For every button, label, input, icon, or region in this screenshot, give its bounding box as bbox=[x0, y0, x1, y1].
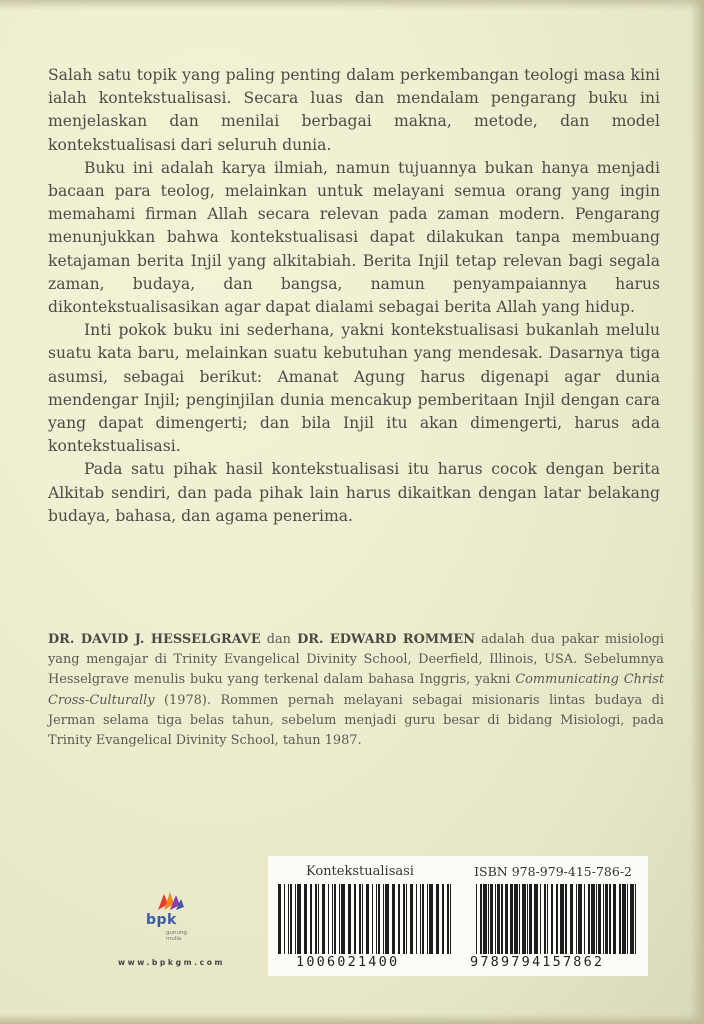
barcode-bar bbox=[591, 884, 595, 954]
barcode-bar bbox=[630, 884, 634, 954]
barcode-bar bbox=[304, 884, 307, 954]
barcode-bar bbox=[505, 884, 509, 954]
barcode-bar bbox=[410, 884, 413, 954]
publisher-website: www.bpkgm.com bbox=[118, 958, 226, 967]
barcode-bar bbox=[613, 884, 617, 954]
barcode-bar bbox=[334, 884, 335, 954]
synopsis-paragraph-1: Salah satu topik yang paling penting dalam perkembangan teologi masa kini ialah kontekstualisasi. Secara luas dan mendalam pengarang buku ini menjelaskan dan menilai berbagai makna, metode, dan model kontekstualisasi dari seluruh dunia. bbox=[48, 66, 660, 154]
barcode-bar bbox=[297, 884, 301, 954]
barcode-bar bbox=[480, 884, 482, 954]
barcode-bar bbox=[510, 884, 512, 954]
barcode-bar bbox=[619, 884, 621, 954]
barcode-isbn: ISBN 978-979-415-786-2 bbox=[474, 864, 632, 879]
barcode-bar bbox=[497, 884, 499, 954]
barcode-bar bbox=[366, 884, 369, 954]
bio-book-title: Communicating Christ Cross-Culturally bbox=[48, 672, 665, 708]
synopsis-paragraph-3: Inti pokok buku ini sederhana, yakni kontekstualisasi bukanlah melulu suatu kata baru, melainkan suatu kebutuhan yang mendesak. Dasarnya tiga asumsi, sebagai berikut: Amanat Agung harus digenapi agar dunia mendengar Injil; penginjilan dunia mencakup pemberitaan Injil dengan cara yang dapat dimengerti; dan bila Injil itu akan dimengerti, harus ada kontekstualisasi. bbox=[48, 321, 660, 456]
barcode-bar bbox=[556, 884, 558, 954]
barcode-book-title: Kontekstualisasi bbox=[306, 864, 414, 879]
bio-text-2: (1978). Rommen pernah melayani sebagai misionaris lintas budaya di Jerman selama tiga belas tahun, sebelum menjadi guru besar di bidang Misiologi, pada Trinity Evangelical Divinity School, tahun 1987. bbox=[48, 692, 664, 749]
barcode-bar bbox=[547, 884, 548, 954]
synopsis-paragraph-2: Buku ini adalah karya ilmiah, namun tujuannya bukan hanya menjadi bacaan para teolog, melainkan untuk melayani semua orang yang ingin memahami firman Allah secara relevan pada zaman modern. Pengarang menunjukkan bahwa kontekstualisasi dapat dilakukan tanpa membuang ketajaman berita Injil yang alkitabiah. Berita Injil tetap relevan bagi segala zaman, budaya, dan bangsa, namun penyampaiannya harus dikontekstualisasikan agar dapat dialami sebagai berita Allah yang hidup. bbox=[48, 158, 660, 317]
barcode-bar bbox=[310, 884, 313, 954]
barcode-bar bbox=[332, 884, 333, 954]
barcode-bar bbox=[598, 884, 600, 954]
barcode-bar bbox=[519, 884, 520, 954]
barcode-bar bbox=[527, 884, 528, 954]
barcode-bar bbox=[328, 884, 329, 954]
barcode-bar bbox=[284, 884, 285, 954]
barcode-panel bbox=[268, 856, 648, 976]
barcode-bar bbox=[450, 884, 451, 954]
barcode-bar bbox=[603, 884, 604, 954]
barcode-bar bbox=[560, 884, 564, 954]
barcode-bar bbox=[420, 884, 421, 954]
barcode-bar bbox=[427, 884, 428, 954]
barcode-bar bbox=[398, 884, 401, 954]
isbn-barcode bbox=[476, 884, 638, 954]
publisher-logo-text: bpk bbox=[146, 912, 177, 928]
barcode-bar bbox=[476, 884, 477, 954]
inventory-barcode bbox=[278, 884, 454, 954]
barcode-bar bbox=[588, 884, 590, 954]
barcode-bar bbox=[570, 884, 574, 954]
barcode-bar bbox=[529, 884, 531, 954]
barcode-bar bbox=[290, 884, 291, 954]
barcode-bar bbox=[627, 884, 628, 954]
barcode-bar bbox=[551, 884, 553, 954]
barcode-bar bbox=[584, 884, 585, 954]
barcode-bar bbox=[372, 884, 373, 954]
bio-text-1: adalah dua pakar misiologi yang mengajar di Trinity Evangelical Divinity School, Deerfield, Illinois, USA. Sebelumnya Hesselgrave menulis buku yang terkenal dalam bahasa Inggris, yakni bbox=[48, 632, 664, 688]
barcode-bar bbox=[416, 884, 417, 954]
barcode-bar bbox=[576, 884, 577, 954]
barcode-bar bbox=[378, 884, 379, 954]
publisher-flame-icon bbox=[154, 890, 186, 912]
barcode-bar bbox=[406, 884, 407, 954]
barcode-bar bbox=[348, 884, 351, 954]
barcode-bar bbox=[362, 884, 363, 954]
barcode-bar bbox=[490, 884, 492, 954]
inventory-barcode-number: 1006021400 bbox=[296, 954, 400, 970]
barcode-bar bbox=[565, 884, 567, 954]
barcode-bar bbox=[315, 884, 316, 954]
synopsis-text bbox=[48, 64, 660, 528]
barcode-bar bbox=[322, 884, 325, 954]
barcode-bar bbox=[318, 884, 319, 954]
publisher-logo bbox=[144, 890, 194, 948]
barcode-bar bbox=[544, 884, 546, 954]
barcode-bar bbox=[422, 884, 423, 954]
barcode-bar bbox=[501, 884, 503, 954]
barcode-bar bbox=[288, 884, 289, 954]
barcode-bar bbox=[522, 884, 526, 954]
barcode-bar bbox=[341, 884, 345, 954]
synopsis-paragraph-4: Pada satu pihak hasil kontekstualisasi itu harus cocok dengan berita Alkitab sendiri, dan pada pihak lain harus dikaitkan dengan latar belakang budaya, bahasa, dan agama penerima. bbox=[48, 460, 660, 525]
barcode-bar bbox=[436, 884, 439, 954]
barcode-bar bbox=[483, 884, 487, 954]
barcode-bar bbox=[442, 884, 445, 954]
cover-edge-bottom bbox=[0, 1014, 704, 1024]
cover-edge-right bbox=[690, 0, 704, 1024]
barcode-bar bbox=[540, 884, 541, 954]
barcode-bar bbox=[354, 884, 357, 954]
barcode-bar bbox=[295, 884, 296, 954]
author-name-2: DR. EDWARD ROMMEN bbox=[297, 632, 476, 647]
author-bio bbox=[48, 630, 664, 751]
barcode-bar bbox=[495, 884, 496, 954]
publisher-logo-sub-2: mulia bbox=[166, 936, 182, 942]
isbn-barcode-number: 9789794157862 bbox=[470, 954, 605, 970]
bio-conjunction: dan bbox=[260, 632, 298, 647]
barcode-bar bbox=[339, 884, 340, 954]
barcode-bar bbox=[605, 884, 607, 954]
barcode-bar bbox=[392, 884, 395, 954]
barcode-bar bbox=[429, 884, 433, 954]
barcode-bar bbox=[596, 884, 597, 954]
barcode-bar bbox=[385, 884, 389, 954]
barcode-bar bbox=[403, 884, 404, 954]
barcode-bar bbox=[534, 884, 538, 954]
barcode-bar bbox=[609, 884, 611, 954]
barcode-bar bbox=[359, 884, 360, 954]
cover-edge-top bbox=[0, 0, 704, 10]
barcode-bar bbox=[488, 884, 489, 954]
author-name-1: DR. DAVID J. HESSELGRAVE bbox=[48, 632, 261, 647]
barcode-bar bbox=[635, 884, 636, 954]
barcode-bar bbox=[447, 884, 448, 954]
publisher-logo-subtitle bbox=[166, 930, 187, 942]
barcode-bar bbox=[514, 884, 518, 954]
barcode-bar bbox=[278, 884, 281, 954]
barcode-bar bbox=[383, 884, 384, 954]
publisher-logo-sub-1: gunung bbox=[166, 930, 187, 936]
barcode-bar bbox=[578, 884, 582, 954]
barcode-bar bbox=[376, 884, 377, 954]
barcode-bar bbox=[622, 884, 626, 954]
